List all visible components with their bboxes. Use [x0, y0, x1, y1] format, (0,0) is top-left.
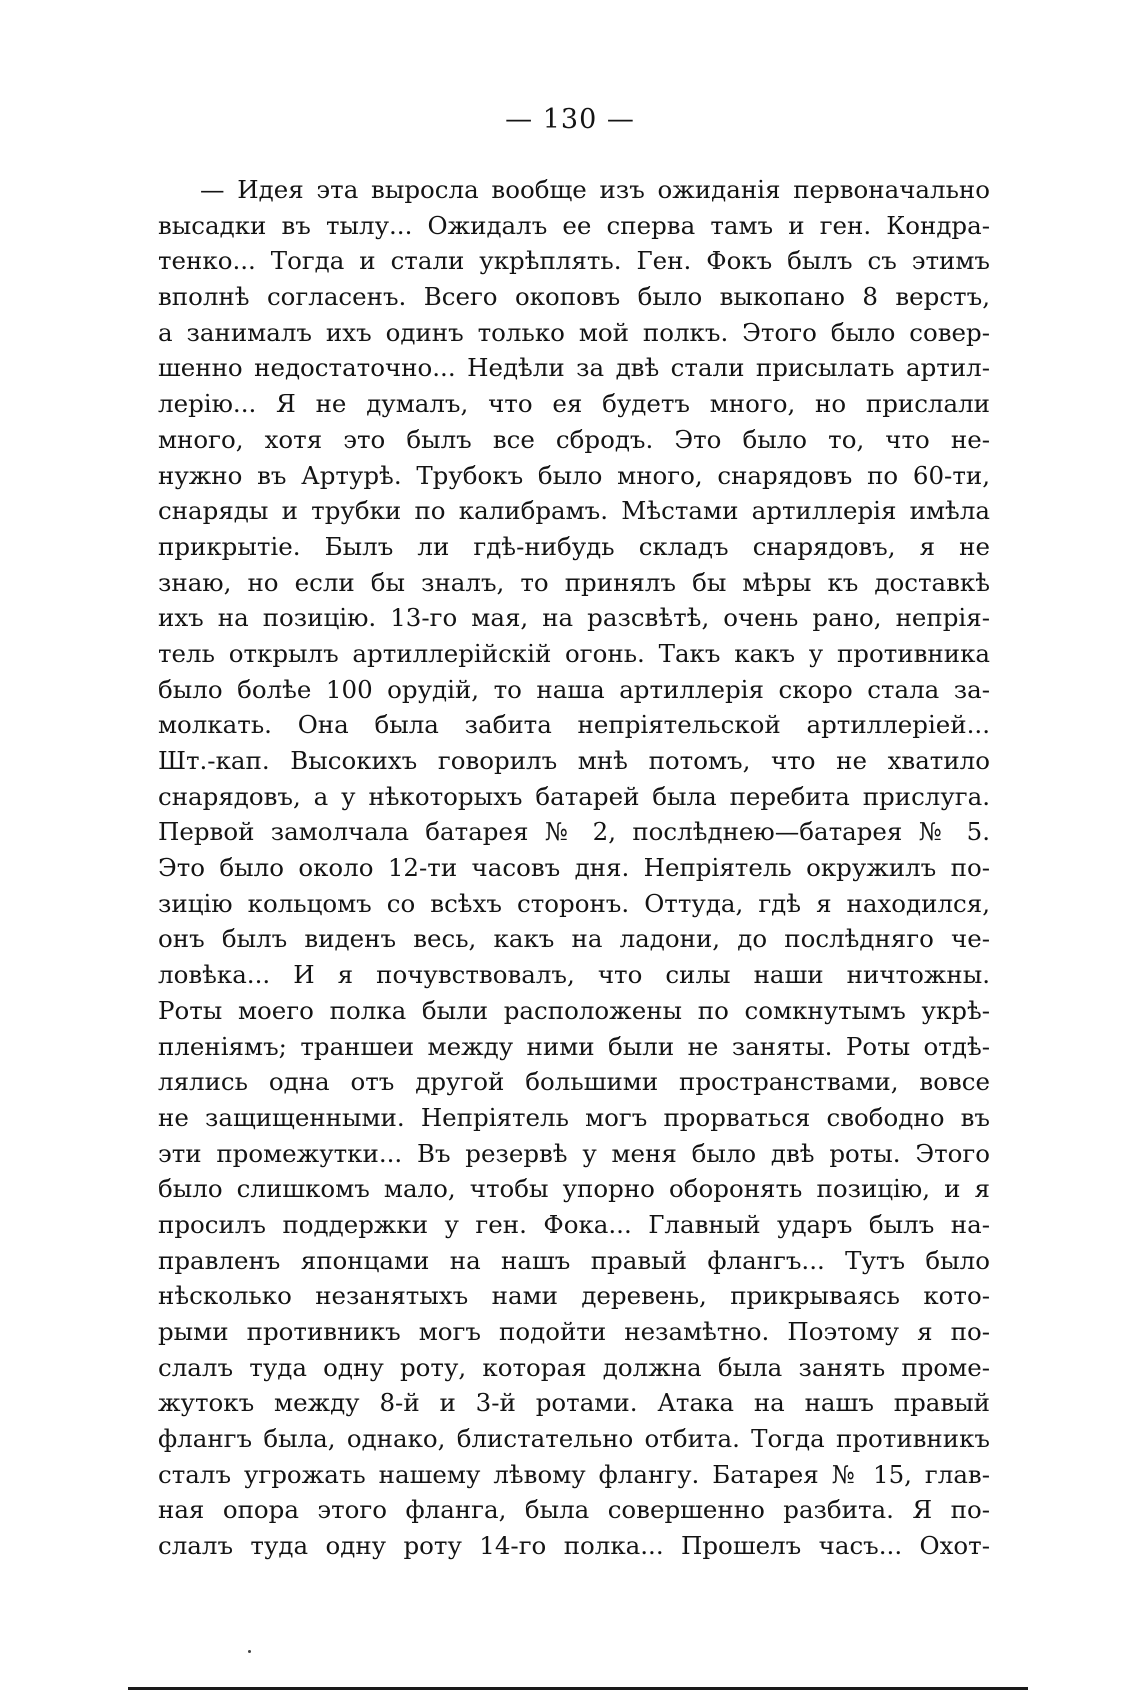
text-line: Роты моего полка были расположены по сомкнутымъ укрѣ-	[158, 995, 990, 1025]
text-line: нѣсколько незанятыхъ нами деревень, прикрываясь кото-	[158, 1281, 990, 1311]
text-line: зицію кольцомъ со всѣхъ сторонъ. Оттуда, гдѣ я находился,	[158, 888, 990, 918]
text-line: Шт.-кап. Высокихъ говорилъ мнѣ потомъ, что не хватило	[158, 746, 990, 775]
text-line: не защищенными. Непріятель могъ прорваться свободно въ	[158, 1102, 990, 1132]
text-line: флангъ была, однако, блистательно отбита. Тогда противникъ	[158, 1424, 990, 1454]
text-line: было слишкомъ мало, чтобы упорно оборонять позицію, и я	[158, 1174, 990, 1204]
text-line: правленъ японцами на нашъ правый флангъ... Тутъ было	[158, 1245, 990, 1275]
text-line: было болѣе 100 орудій, то наша артиллерія скоро стала за-	[158, 674, 990, 704]
text-line: эти промежутки... Въ резервѣ у меня было двѣ роты. Этого	[158, 1138, 990, 1168]
body-text	[158, 172, 990, 1564]
page-number: — 130 —	[505, 104, 635, 135]
text-line: а занималъ ихъ одинъ только мой полкъ. Этого было совер-	[158, 317, 990, 347]
text-line: молкать. Она была забита непріятельской артиллеріей...	[158, 710, 990, 740]
text-line: рыми противникъ могъ подойти незамѣтно. Поэтому я по-	[158, 1317, 990, 1346]
text-line: вполнѣ согласенъ. Всего окоповъ было выкопано 8 верстъ,	[158, 282, 990, 312]
text-line: Первой замолчала батарея № 2, послѣднею—батарея № 5.	[158, 817, 990, 847]
text-line: лялись одна отъ другой большими пространствами, вовсе	[158, 1067, 990, 1097]
text-line: просилъ поддержки у ген. Фока... Главный ударъ былъ на-	[158, 1209, 990, 1239]
text-line: нужно въ Артурѣ. Трубокъ было много, снарядовъ по 60-ти,	[158, 460, 990, 490]
text-line: ловѣка... И я почувствовалъ, что силы наши ничтожны.	[158, 960, 990, 990]
text-line: лерію... Я не думалъ, что ея будетъ много, но прислали	[158, 389, 990, 419]
text-line: — Идея эта выросла вообще изъ ожиданія первоначально	[200, 175, 990, 204]
text-line: ихъ на позицію. 13-го мая, на разсвѣтѣ, очень рано, непрія-	[158, 603, 990, 633]
text-line: слалъ туда одну роту 14-го полка... Прошелъ часъ... Охот-	[158, 1531, 990, 1561]
text-line: жутокъ между 8-й и 3-й ротами. Атака на нашъ правый	[158, 1388, 990, 1418]
text-line: сталъ угрожать нашему лѣвому флангу. Батарея № 15, глав-	[158, 1459, 990, 1489]
text-line: ная опора этого фланга, была совершенно разбита. Я по-	[158, 1495, 990, 1525]
text-line: высадки въ тылу... Ожидалъ ее сперва тамъ и ген. Кондра-	[158, 210, 990, 240]
text-line: шенно недостаточно... Недѣли за двѣ стали присылать артил-	[158, 353, 990, 383]
text-line: знаю, но если бы зналъ, то принялъ бы мѣры къ доставкѣ	[158, 567, 990, 597]
text-line: снарядовъ, а у нѣкоторыхъ батарей была перебита прислуга.	[158, 781, 990, 811]
text-line: тель открылъ артиллерійскій огонь. Такъ какъ у противника	[158, 638, 990, 668]
text-line: много, хотя это былъ все сбродъ. Это было то, что не-	[158, 424, 990, 454]
footer-mark	[248, 1650, 251, 1653]
text-line: пленіямъ; траншеи между ними были не заняты. Роты отдѣ-	[158, 1031, 990, 1061]
text-line: прикрытіе. Былъ ли гдѣ-нибудь складъ снарядовъ, я не	[158, 531, 990, 561]
text-line: Это было около 12-ти часовъ дня. Непріятель окружилъ по-	[158, 853, 990, 883]
text-line: тенко... Тогда и стали укрѣплять. Ген. Фокъ былъ съ этимъ	[158, 246, 990, 276]
text-line: онъ былъ виденъ весь, какъ на ладони, до послѣдняго че-	[158, 924, 990, 954]
text-line: снаряды и трубки по калибрамъ. Мѣстами артиллерія имѣла	[158, 496, 990, 526]
text-line: слалъ туда одну роту, которая должна была занять проме-	[158, 1352, 990, 1382]
footer-rule	[128, 1687, 1028, 1690]
